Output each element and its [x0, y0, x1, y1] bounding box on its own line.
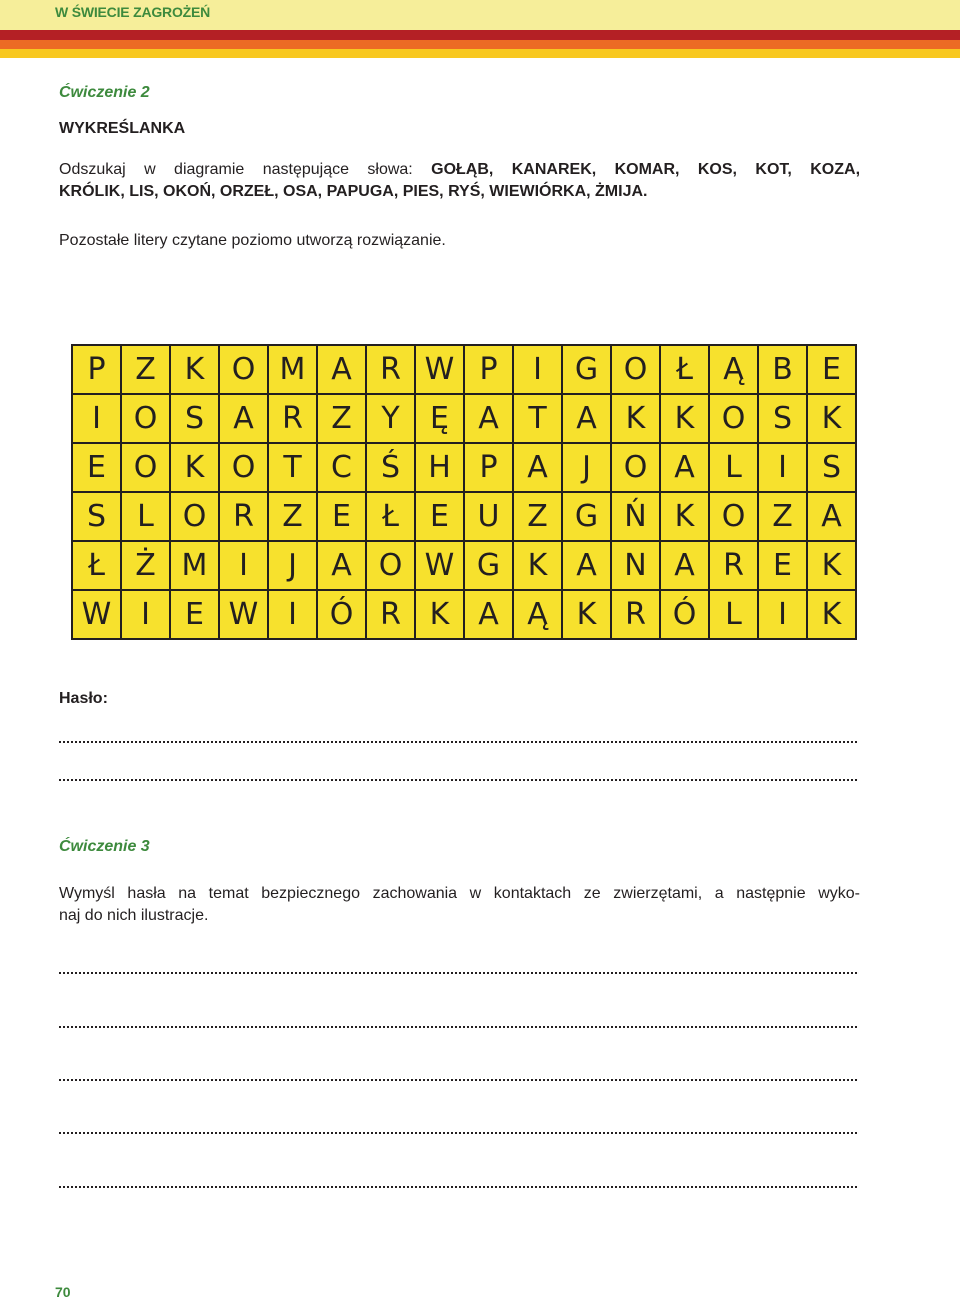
grid-cell[interactable]: R: [710, 542, 757, 589]
grid-cell[interactable]: A: [465, 395, 512, 442]
grid-cell[interactable]: Z: [269, 493, 316, 540]
grid-cell[interactable]: E: [808, 346, 855, 393]
grid-cell[interactable]: R: [367, 591, 414, 638]
grid-cell[interactable]: O: [171, 493, 218, 540]
exercise3-line-4[interactable]: [59, 1132, 857, 1134]
exercise3-line-3[interactable]: [59, 1079, 857, 1081]
grid-cell[interactable]: Ś: [367, 444, 414, 491]
instruction-prefix: Odszukaj w diagramie następujące słowa:: [59, 161, 432, 178]
grid-cell[interactable]: S: [171, 395, 218, 442]
grid-cell[interactable]: W: [416, 542, 463, 589]
grid-cell[interactable]: K: [612, 395, 659, 442]
exercise3-line-5[interactable]: [59, 1186, 857, 1188]
grid-cell[interactable]: L: [122, 493, 169, 540]
grid-cell[interactable]: Ż: [122, 542, 169, 589]
grid-cell[interactable]: I: [759, 444, 806, 491]
grid-cell[interactable]: Z: [318, 395, 365, 442]
grid-cell[interactable]: P: [465, 346, 512, 393]
grid-cell[interactable]: I: [122, 591, 169, 638]
grid-cell[interactable]: S: [73, 493, 120, 540]
header-stripe-red: [0, 30, 960, 40]
grid-cell[interactable]: K: [808, 591, 855, 638]
exercise3-instruction-line1: Wymyśl hasła na temat bezpiecznego zachowania w kontaktach ze zwierzętami, a następnie wyko-: [59, 885, 860, 902]
grid-cell[interactable]: A: [465, 591, 512, 638]
grid-cell[interactable]: J: [563, 444, 610, 491]
grid-cell[interactable]: K: [416, 591, 463, 638]
grid-cell[interactable]: E: [73, 444, 120, 491]
grid-cell[interactable]: A: [661, 444, 708, 491]
grid-cell[interactable]: W: [220, 591, 267, 638]
grid-cell[interactable]: Ń: [612, 493, 659, 540]
grid-cell[interactable]: R: [269, 395, 316, 442]
grid-cell[interactable]: O: [367, 542, 414, 589]
grid-cell[interactable]: R: [220, 493, 267, 540]
grid-cell[interactable]: I: [220, 542, 267, 589]
grid-cell[interactable]: H: [416, 444, 463, 491]
grid-cell[interactable]: A: [563, 542, 610, 589]
grid-cell[interactable]: L: [710, 444, 757, 491]
grid-cell[interactable]: Ł: [661, 346, 708, 393]
grid-cell[interactable]: G: [465, 542, 512, 589]
exercise2-note: Pozostałe litery czytane poziomo utworzą rozwiązanie.: [59, 232, 446, 249]
grid-cell[interactable]: Ą: [514, 591, 561, 638]
answer-line-2[interactable]: [59, 779, 857, 781]
grid-cell[interactable]: N: [612, 542, 659, 589]
grid-cell[interactable]: Ó: [318, 591, 365, 638]
grid-cell[interactable]: R: [367, 346, 414, 393]
grid-cell[interactable]: K: [661, 395, 708, 442]
grid-cell[interactable]: O: [710, 493, 757, 540]
exercise3-line-2[interactable]: [59, 1026, 857, 1028]
grid-cell[interactable]: Z: [514, 493, 561, 540]
grid-cell[interactable]: O: [122, 395, 169, 442]
word-list-line2: KRÓLIK, LIS, OKOŃ, ORZEŁ, OSA, PAPUGA, PIES, RYŚ, WIEWIÓRKA, ŻMIJA.: [59, 183, 648, 200]
grid-cell[interactable]: O: [612, 444, 659, 491]
grid-cell[interactable]: P: [465, 444, 512, 491]
page-number: 70: [55, 1284, 71, 1300]
grid-cell[interactable]: A: [808, 493, 855, 540]
grid-cell[interactable]: K: [171, 346, 218, 393]
exercise3-instruction-line2: naj do nich ilustracje.: [59, 907, 209, 924]
grid-cell[interactable]: L: [710, 591, 757, 638]
header-stripe-yellow: [0, 49, 960, 58]
grid-cell[interactable]: Ą: [710, 346, 757, 393]
header-stripe-orange: [0, 40, 960, 49]
grid-cell[interactable]: I: [514, 346, 561, 393]
grid-cell[interactable]: R: [612, 591, 659, 638]
grid-cell[interactable]: A: [220, 395, 267, 442]
grid-cell[interactable]: S: [759, 395, 806, 442]
grid-cell[interactable]: G: [563, 493, 610, 540]
exercise2-instruction: [59, 159, 860, 203]
grid-cell[interactable]: T: [269, 444, 316, 491]
grid-cell[interactable]: Ó: [661, 591, 708, 638]
grid-cell[interactable]: A: [318, 542, 365, 589]
grid-cell[interactable]: J: [269, 542, 316, 589]
grid-cell[interactable]: P: [73, 346, 120, 393]
grid-cell[interactable]: I: [269, 591, 316, 638]
grid-cell[interactable]: A: [514, 444, 561, 491]
section-title: W ŚWIECIE ZAGROŻEŃ: [55, 4, 211, 20]
grid-cell[interactable]: W: [73, 591, 120, 638]
grid-cell[interactable]: M: [171, 542, 218, 589]
answer-label: Hasło:: [59, 690, 108, 707]
grid-cell[interactable]: B: [759, 346, 806, 393]
grid-cell[interactable]: Z: [122, 346, 169, 393]
grid-cell[interactable]: Ł: [367, 493, 414, 540]
grid-cell[interactable]: E: [171, 591, 218, 638]
grid-cell[interactable]: K: [514, 542, 561, 589]
grid-cell[interactable]: O: [122, 444, 169, 491]
grid-cell[interactable]: E: [759, 542, 806, 589]
grid-cell[interactable]: A: [318, 346, 365, 393]
grid-cell[interactable]: U: [465, 493, 512, 540]
grid-cell[interactable]: C: [318, 444, 365, 491]
answer-line-1[interactable]: [59, 741, 857, 743]
header-bar: [0, 0, 960, 30]
grid-cell[interactable]: A: [661, 542, 708, 589]
grid-cell[interactable]: O: [220, 346, 267, 393]
grid-cell[interactable]: I: [73, 395, 120, 442]
exercise3-instruction: [59, 883, 860, 927]
grid-cell[interactable]: O: [220, 444, 267, 491]
grid-cell[interactable]: M: [269, 346, 316, 393]
grid-cell[interactable]: Z: [759, 493, 806, 540]
word-search-grid: [71, 344, 857, 640]
grid-cell[interactable]: K: [661, 493, 708, 540]
grid-cell[interactable]: O: [710, 395, 757, 442]
word-list-line1: GOŁĄB, KANAREK, KOMAR, KOS, KOT, KOZA,: [431, 161, 861, 178]
grid-cell[interactable]: K: [808, 395, 855, 442]
grid-cell[interactable]: Y: [367, 395, 414, 442]
exercise2-title: WYKREŚLANKA: [59, 120, 186, 137]
grid-cell[interactable]: Ę: [416, 395, 463, 442]
grid-cell[interactable]: T: [514, 395, 561, 442]
grid-cell[interactable]: K: [563, 591, 610, 638]
grid-cell[interactable]: G: [563, 346, 610, 393]
grid-cell[interactable]: K: [808, 542, 855, 589]
grid-cell[interactable]: K: [171, 444, 218, 491]
grid-cell[interactable]: W: [416, 346, 463, 393]
grid-cell[interactable]: E: [416, 493, 463, 540]
exercise3-heading: Ćwiczenie 3: [59, 838, 150, 855]
grid-cell[interactable]: A: [563, 395, 610, 442]
grid-cell[interactable]: O: [612, 346, 659, 393]
exercise2-heading: Ćwiczenie 2: [59, 84, 150, 101]
exercise3-line-1[interactable]: [59, 972, 857, 974]
grid-cell[interactable]: S: [808, 444, 855, 491]
grid-cell[interactable]: Ł: [73, 542, 120, 589]
grid-cell[interactable]: I: [759, 591, 806, 638]
grid-cell[interactable]: E: [318, 493, 365, 540]
instruction-line1: [59, 159, 860, 181]
